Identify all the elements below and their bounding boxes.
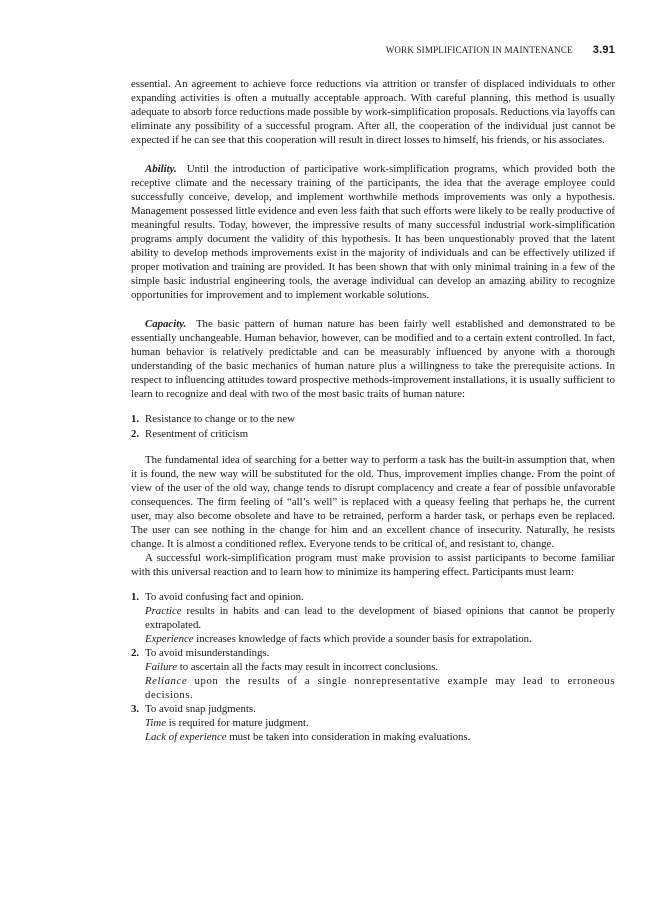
list-item — [131, 412, 615, 427]
ability-paragraph — [131, 162, 615, 302]
successful-paragraph: A successful work-simplification program must make provision to assist participants to become familiar with this universal reaction and to learn how to minimize its hampering effect. Participants must learn: — [131, 552, 615, 578]
list-title: To avoid misunderstandings. — [145, 647, 270, 659]
sub-text: is required for mature judgment. — [166, 717, 309, 729]
capacity-heading: Capacity. — [145, 318, 187, 330]
sub-text: must be taken into consideration in making evaluations. — [226, 731, 471, 743]
sub-text: results in habits and can lead to the development of biased opinions that cannot be properly extrapolated. — [145, 605, 615, 631]
learn-list — [131, 590, 615, 744]
list-text: Resistance to change or to the new — [145, 413, 295, 425]
capacity-body: The basic pattern of human nature has been fairly well established and demonstrated to be essentially unchangeable. Human behavior, however, can be modified and to a certain extent controlled. In fact, human behavior is relatively predictable and can be measurably influenced by anyone with a thorough understanding of the basic mechanics of human nature plus a willingness to take the prerequisite actions. In respect to influencing attitudes toward prospective methods-improvement installations, it is usually sufficient to learn to recognize and deal with two of the most basic traits of human nature: — [131, 318, 615, 400]
running-title: WORK SIMPLIFICATION IN MAINTENANCE — [385, 45, 573, 55]
ability-heading: Ability. — [145, 163, 177, 175]
list-item — [131, 702, 615, 744]
sub-item — [131, 730, 615, 744]
sub-term: Failure — [145, 661, 177, 673]
sub-item — [131, 660, 615, 674]
traits-list — [131, 412, 615, 442]
fundamental-paragraph: The fundamental idea of searching for a better way to perform a task has the built-in assumption that, when it is found, the new way will be substituted for the old. Thus, improvement implies change. From the point of view of the user of the old way, change tends to disrupt complacency and create a fear of possible unfavorable consequences. The firm feeling of “all’s well” is replaced with a queasy feeling that perhaps he, the current user, may also become obsolete and have to be retrained, perform a harder task, or perhaps even be replaced. The user can see nothing in the change for him and an excellent chance of insecurity. Naturally, he resists change. It is almost a conditioned reflex. Everyone tends to be critical of, and resistant to, change. — [131, 454, 615, 550]
sub-item — [131, 716, 615, 730]
sub-item — [131, 632, 615, 646]
sub-text: increases knowledge of facts which provide a sounder basis for extrapolation. — [193, 633, 532, 645]
sub-text: to ascertain all the facts may result in incorrect conclusions. — [177, 661, 439, 673]
sub-text: upon the results of a single nonrepresentative example may lead to erroneous decisions. — [145, 675, 615, 701]
page-content — [131, 44, 615, 744]
capacity-paragraph — [131, 317, 615, 401]
list-number: 2. — [131, 428, 140, 440]
list-item — [131, 427, 615, 442]
running-header — [131, 44, 615, 64]
list-number: 2. — [131, 647, 140, 659]
sub-term: Experience — [145, 633, 194, 645]
sub-term: Reliance — [145, 675, 188, 687]
opening-paragraph: essential. An agreement to achieve force reductions via attrition or transfer of displaced individuals to other expanding activities is often a mutually acceptable approach. With careful planning, this method is usually adequate to absorb force reductions made possible by work-simplification proposals. Reductions via layoffs can eliminate any possibility of a successful program. After all, the cooperation of the individual just cannot be expected if he can see that this cooperation will result in direct losses to himself, his friends, or his associates. — [131, 78, 615, 146]
sub-term: Practice — [145, 605, 182, 617]
list-title: To avoid snap judgments. — [145, 703, 256, 715]
sub-item — [131, 604, 615, 632]
page-number: 3.91 — [592, 44, 615, 56]
ability-body: Until the introduction of participative work-simplification programs, which provided both the receptive climate and the necessary training of the participants, the idea that the average employee could successfully conceive, develop, and implement worthwhile methods improvements was only a hypothesis. Management possessed little evidence and even less faith that such efforts were likely to be really productive of meaningful results. Today, however, the impressive results of many successful industrial work-simplification programs amply document the validity of this hypothesis. It has been unquestionably proved that the latent ability to develop methods improvements exist in the majority of individuals and can be effectively utilized if proper motivation and training are provided. It has been shown that with only minimal training in a few of the simple basic industrial engineering tools, the average individual can develop an amazing ability to recognize opportunities for improvement and to implement workable solutions. — [131, 163, 615, 301]
list-text: Resentment of criticism — [145, 428, 249, 440]
list-item — [131, 646, 615, 702]
list-number: 1. — [131, 413, 140, 425]
list-item — [131, 590, 615, 646]
sub-item — [131, 674, 615, 702]
list-number: 3. — [131, 703, 140, 715]
list-title: To avoid confusing fact and opinion. — [145, 591, 304, 603]
sub-term: Lack of experience — [145, 731, 227, 743]
sub-term: Time — [145, 717, 166, 729]
list-number: 1. — [131, 591, 140, 603]
